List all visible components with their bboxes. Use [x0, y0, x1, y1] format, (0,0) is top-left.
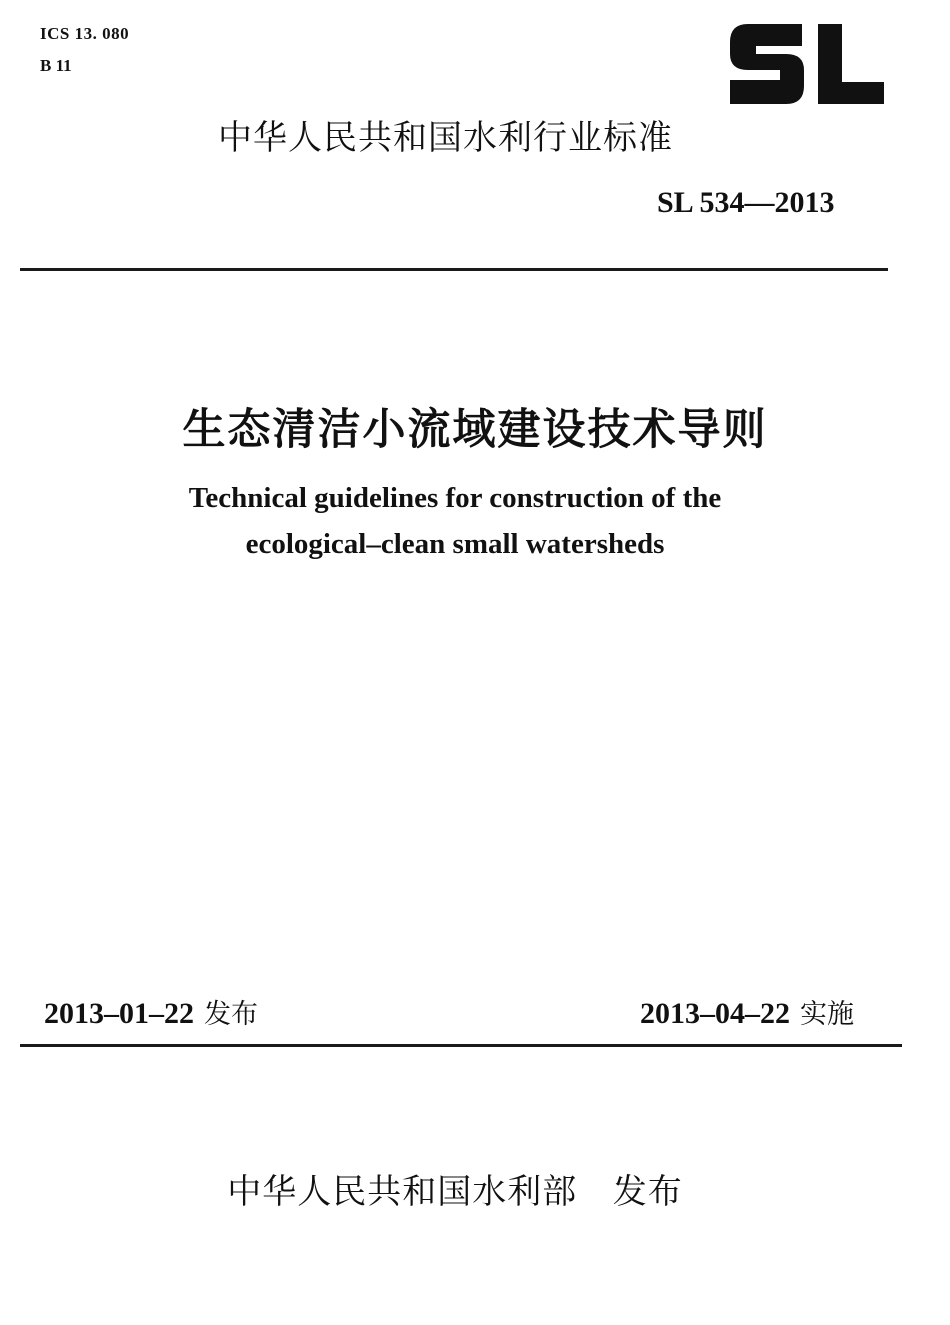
chinese-title: 生态清洁小流域建设技术导则	[182, 405, 768, 455]
classification-code: B 11	[40, 56, 72, 75]
publisher: 中华人民共和国水利部 发布	[227, 1172, 683, 1212]
top-divider	[20, 268, 888, 271]
issue-date: 2013–01–22	[44, 997, 194, 1030]
english-title-line-1: Technical guidelines for construction of the	[188, 482, 722, 514]
standard-number: SL 534—2013	[657, 186, 835, 219]
implementation-date: 2013–04–22	[640, 997, 790, 1030]
issue-label: 发布	[204, 999, 258, 1030]
implementation-label: 实施	[800, 999, 854, 1030]
issue-date-block	[44, 992, 258, 1031]
sl-logo	[728, 22, 886, 106]
bottom-divider	[20, 1044, 902, 1047]
english-title-line-2: ecological–clean small watersheds	[245, 528, 665, 560]
implementation-date-block	[640, 992, 854, 1031]
ics-code: ICS 13. 080	[40, 24, 130, 43]
industry-standard-title: 中华人民共和国水利行业标准	[218, 118, 673, 158]
